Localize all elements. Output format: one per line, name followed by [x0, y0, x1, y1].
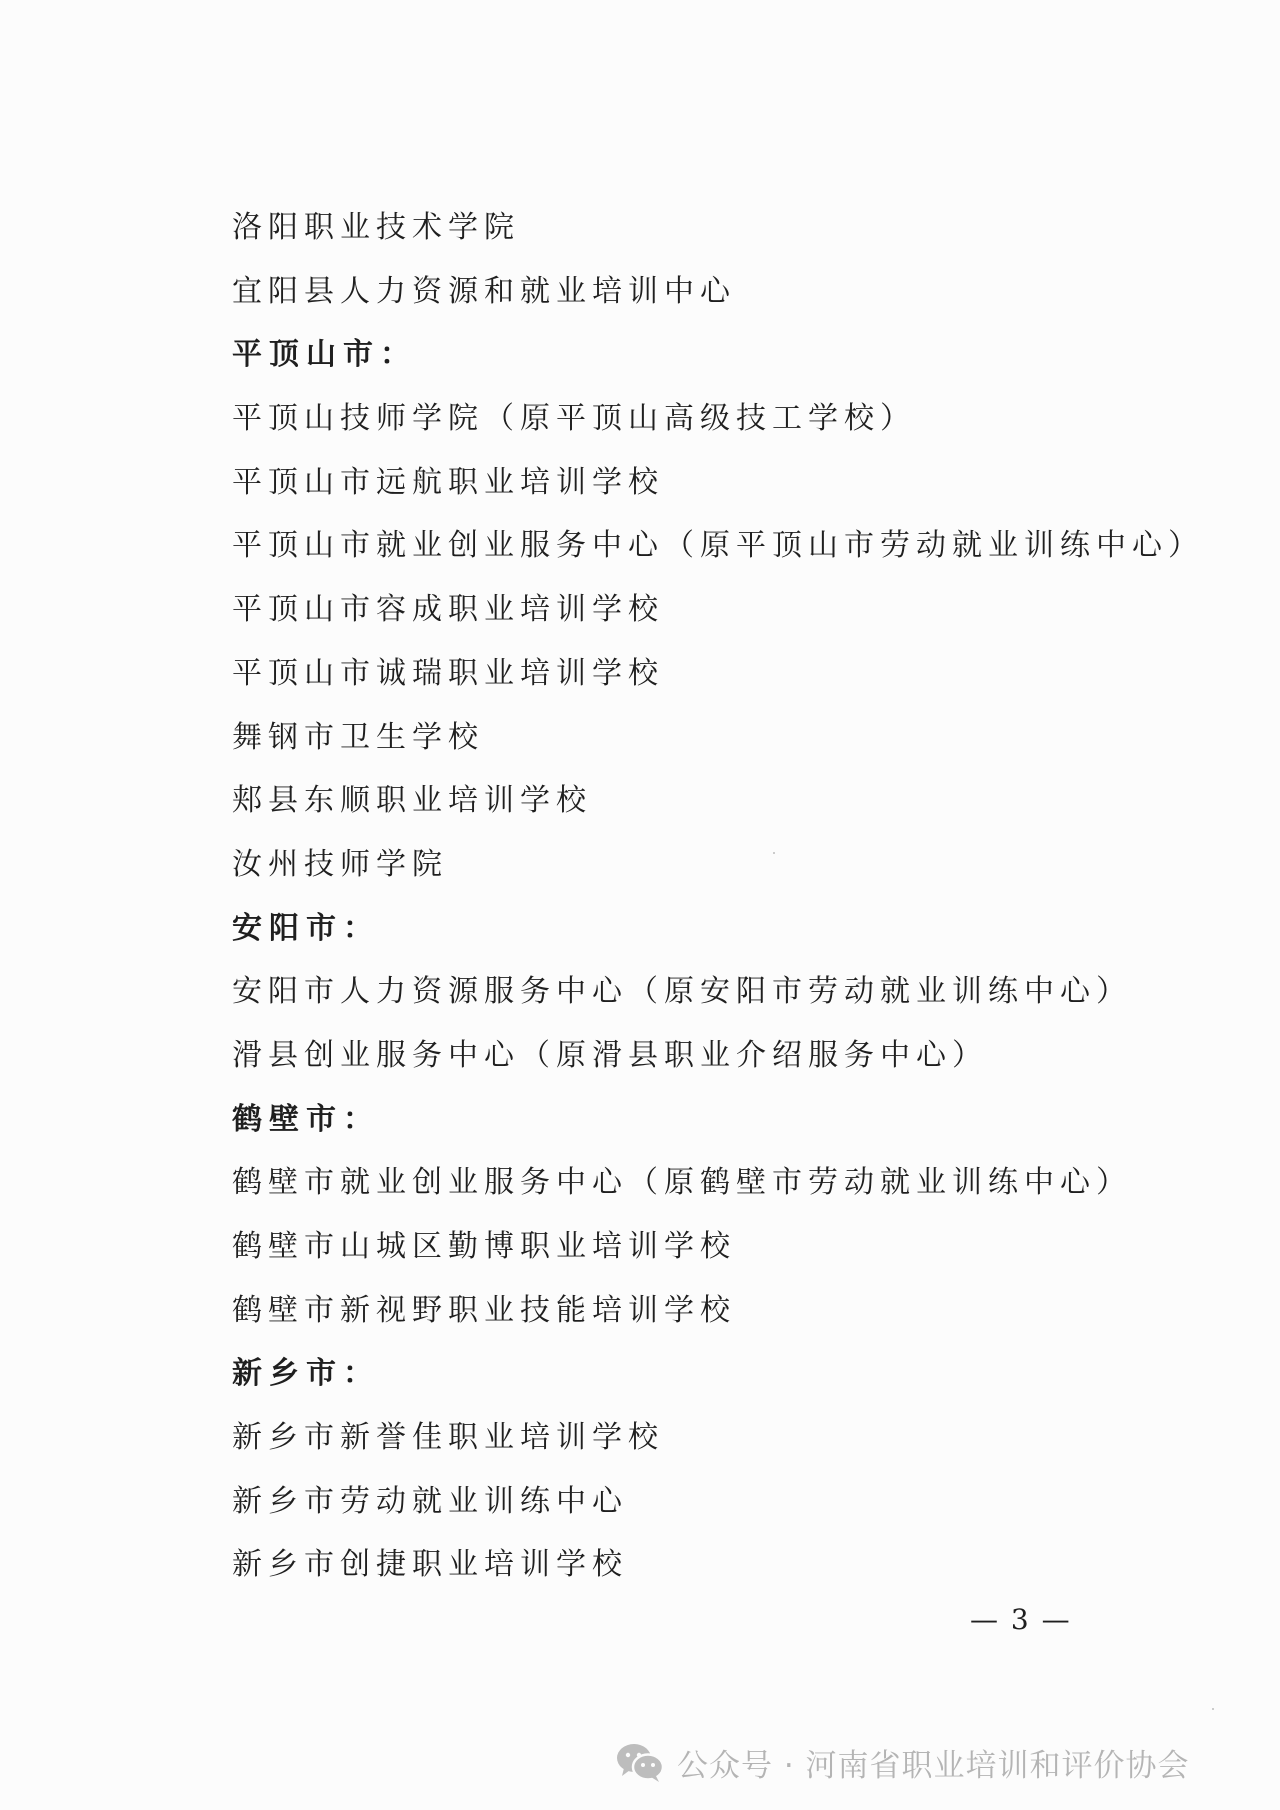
wechat-icon: [615, 1740, 665, 1784]
region-heading: 安阳市：: [232, 910, 380, 946]
institution-list: [232, 196, 1204, 1597]
region-heading: 平顶山市：: [232, 337, 417, 373]
institution-name: 平顶山市诚瑞职业培训学校: [232, 655, 664, 691]
institution-name: 鹤壁市新视野职业技能培训学校: [232, 1292, 736, 1328]
institution-name: 汝州技师学院: [232, 846, 448, 882]
institution-name: 鹤壁市山城区勤博职业培训学校: [232, 1229, 736, 1264]
page-number: — 3 —: [970, 1603, 1072, 1636]
institution-name: 安阳市人力资源服务中心（原安阳市劳动就业训练中心）: [232, 974, 1132, 1010]
watermark-text: 公众号 · 河南省职业培训和评价协会: [677, 1747, 1190, 1784]
scan-speck: [1212, 1708, 1214, 1710]
scan-speck: [773, 852, 775, 854]
institution-name: 宜阳县人力资源和就业培训中心: [232, 273, 736, 309]
institution-name: 新乡市新誉佳职业培训学校: [232, 1420, 664, 1456]
institution-name: 平顶山市容成职业培训学校: [232, 592, 664, 628]
institution-name: 滑县创业服务中心（原滑县职业介绍服务中心）: [232, 1037, 988, 1073]
institution-name: 舞钢市卫生学校: [232, 719, 484, 755]
region-heading: 新乡市：: [232, 1356, 380, 1392]
institution-name: 鹤壁市就业创业服务中心（原鹤壁市劳动就业训练中心）: [232, 1165, 1132, 1201]
region-heading: 鹤壁市：: [232, 1101, 380, 1137]
institution-name: 郏县东顺职业培训学校: [232, 783, 592, 819]
watermark: [615, 1734, 1190, 1790]
institution-name: 平顶山市就业创业服务中心（原平顶山市劳动就业训练中心）: [232, 528, 1204, 564]
institution-name: 洛阳职业技术学院: [232, 210, 520, 245]
institution-name: 新乡市创捷职业培训学校: [232, 1547, 628, 1583]
institution-name: 平顶山技师学院（原平顶山高级技工学校）: [232, 401, 916, 437]
institution-name: 平顶山市远航职业培训学校: [232, 464, 664, 500]
institution-name: 新乡市劳动就业训练中心: [232, 1483, 628, 1519]
